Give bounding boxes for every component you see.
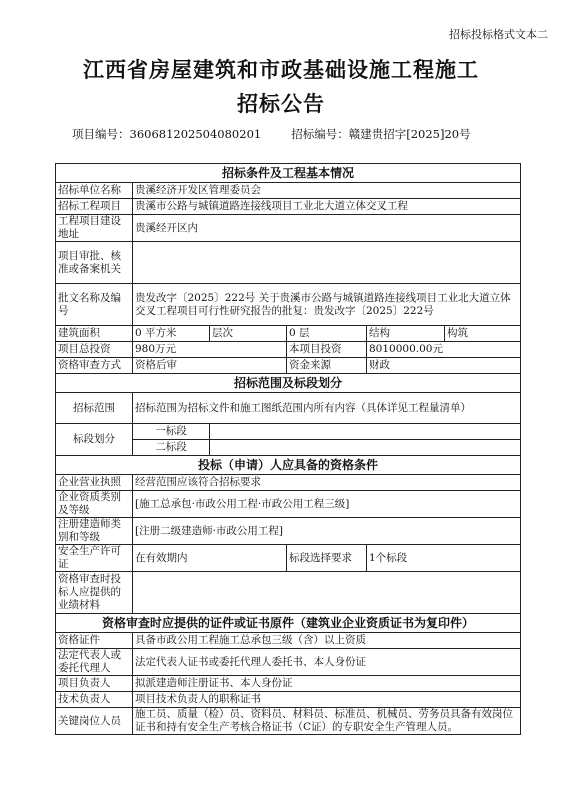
tech-lead-label: 技术负责人: [56, 692, 133, 708]
safety-license-label: 安全生产许可证: [56, 545, 133, 572]
area-value: 0 平方米: [133, 326, 210, 342]
section-basic-info-title: 招标条件及工程基本情况: [56, 164, 521, 183]
constructor-value: [注册二级建造师·市政公用工程]: [133, 518, 521, 545]
constructor-label: 注册建造师类别和等级: [56, 518, 133, 545]
materials-label: 资格审查时投标人应提供的业绩材料: [56, 572, 133, 614]
review-value: 资格后审: [133, 358, 287, 374]
project-name-value: 贵溪市公路与城镇道路连接线项目工业北大道立体交叉工程: [133, 199, 521, 215]
lot-1-label: 一标段: [133, 424, 210, 440]
tenderer-value: 贵溪经济开发区管理委员会: [133, 183, 521, 199]
lot-2-label: 二标段: [133, 440, 210, 456]
floors-value: 0 层: [287, 326, 367, 342]
tenderer-label: 招标单位名称: [56, 183, 133, 199]
location-label: 工程项目建设地址: [56, 215, 133, 242]
review-label: 资格审查方式: [56, 358, 133, 374]
document-template-label: 招标投标格式文本二: [449, 28, 548, 41]
license-value: 经营范围应该符合招标要求: [133, 475, 521, 491]
total-invest-value: 980万元: [133, 342, 287, 358]
project-no-label: 项目编号：: [72, 127, 130, 141]
tech-lead-value: 项目技术负责人的职称证书: [133, 692, 521, 708]
structure-value: 构筑: [445, 326, 521, 342]
title-line-1: 江西省房屋建筑和市政基础设施工程施工: [83, 57, 479, 82]
location-value: 贵溪经开区内: [133, 215, 521, 242]
project-no: 360681202504080201: [129, 127, 262, 141]
lot-2-value: [210, 440, 521, 456]
tender-no-label: 招标编号：: [291, 127, 349, 141]
license-label: 企业营业执照: [56, 475, 133, 491]
fund-label: 资金来源: [287, 358, 367, 374]
lots-label: 标段划分: [56, 424, 133, 456]
cert-label: 资格证件: [56, 633, 133, 649]
materials-value: [133, 572, 521, 614]
title-line-2: 招标公告: [237, 91, 325, 116]
key-personnel-value: 施工员、质量（检）员、资料员、材料员、标准员、机械员、劳务员具备有效岗位证书和持有安全生产考核合格证书（C证）的专职安全生产管理人员。: [133, 708, 521, 735]
lot-1-value: [210, 424, 521, 440]
project-name-label: 招标工程项目: [56, 199, 133, 215]
legal-rep-label: 法定代表人或委托代理人: [56, 649, 133, 676]
approval-doc-value: 贵发改字〔2025〕222号 关于贵溪市公路与城镇道路连接线项目工业北大道立体交叉工程项目可行性研究报告的批复：贵发改字〔2025〕222号: [133, 284, 521, 326]
qualification-label: 企业资质类别及等级: [56, 491, 133, 518]
document-numbers: [72, 126, 471, 142]
legal-rep-value: 法定代表人证书或委托代理人委托书、本人身份证: [133, 649, 521, 676]
key-personnel-label: 关键岗位人员: [56, 708, 133, 735]
total-invest-label: 项目总投资: [56, 342, 133, 358]
project-manager-label: 项目负责人: [56, 676, 133, 692]
project-manager-value: 拟派建造师注册证书、本人身份证: [133, 676, 521, 692]
scope-value: 招标范围为招标文件和施工图纸范围内所有内容（具体详见工程量清单）: [133, 393, 521, 424]
lot-select-label: 标段选择要求: [287, 545, 367, 572]
tender-table: [55, 163, 521, 735]
area-label: 建筑面积: [56, 326, 133, 342]
tender-invest-label: 本项目投资: [287, 342, 367, 358]
approval-authority-label: 项目审批、核准或备案机关: [56, 242, 133, 284]
tender-invest-value: 8010000.00元: [367, 342, 521, 358]
section-certificates-title: 资格审查时应提供的证件或证书原件（建筑业企业资质证书为复印件）: [56, 614, 521, 633]
lot-select-value: 1个标段: [367, 545, 521, 572]
section-scope-title: 招标范围及标段划分: [56, 374, 521, 393]
cert-value: 具备市政公用工程施工总承包三级（含）以上资质: [133, 633, 521, 649]
tender-no: 赣建贵招字[2025]20号: [348, 127, 471, 141]
qualification-value: [施工总承包·市政公用工程·市政公用工程三级]: [133, 491, 521, 518]
fund-value: 财政: [367, 358, 521, 374]
approval-authority-value: [133, 242, 521, 284]
safety-license-value: 在有效期内: [133, 545, 287, 572]
floors-label: 层次: [210, 326, 287, 342]
structure-label: 结构: [367, 326, 445, 342]
approval-doc-label: 批文名称及编号: [56, 284, 133, 326]
scope-label: 招标范围: [56, 393, 133, 424]
section-qualification-title: 投标（申请）人应具备的资格条件: [56, 456, 521, 475]
